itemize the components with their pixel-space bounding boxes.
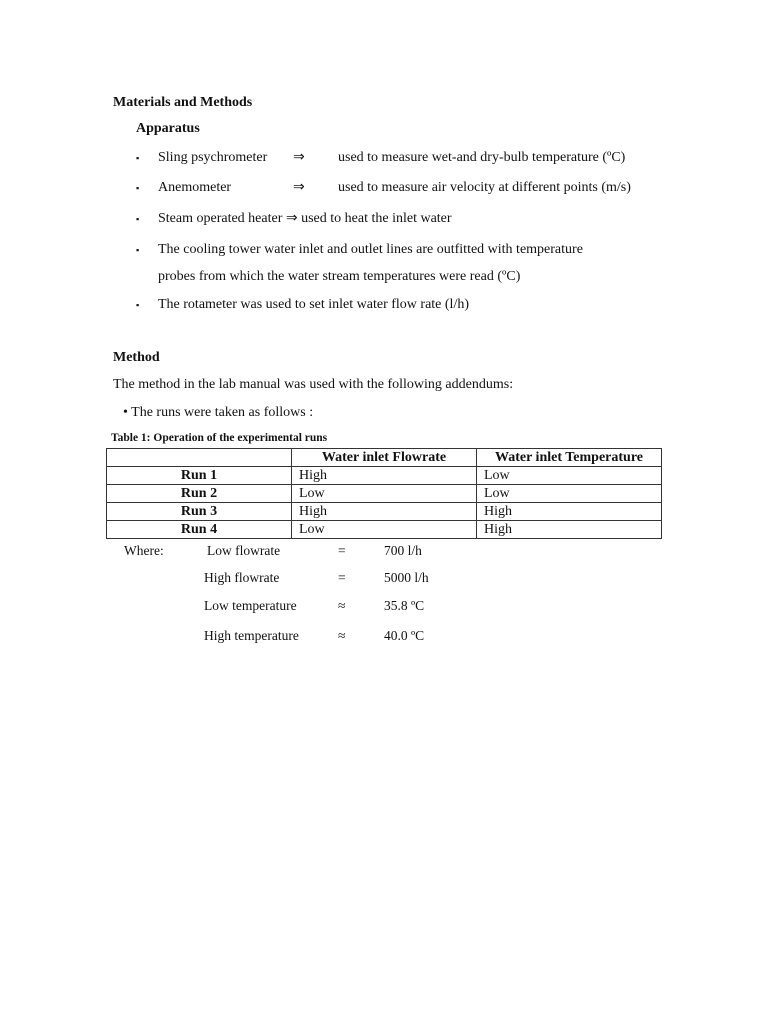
- table-row: [107, 485, 662, 503]
- subheading-method: Method: [113, 350, 160, 365]
- where-term: High temperature: [204, 628, 299, 643]
- run-label-cell: Run 2: [107, 485, 292, 503]
- table-cell: Low: [477, 485, 662, 503]
- header-cell: [107, 449, 292, 467]
- right-arrow-icon: ⇒: [293, 150, 305, 165]
- where-term: Low flowrate: [207, 543, 281, 558]
- subheading-apparatus: Apparatus: [136, 121, 200, 136]
- run-label-cell: Run 1: [107, 467, 292, 485]
- where-operator: =: [338, 543, 346, 558]
- square-bullet-icon: ▪: [136, 214, 140, 224]
- header-cell: Water inlet Temperature: [477, 449, 662, 467]
- run-label-cell: Run 3: [107, 503, 292, 521]
- table-cell: High: [477, 521, 662, 539]
- square-bullet-icon: ▪: [136, 245, 140, 255]
- where-term: Low temperature: [204, 598, 297, 613]
- apparatus-use: used to measure air velocity at different points (m/s): [338, 180, 631, 195]
- where-operator: =: [338, 570, 346, 585]
- apparatus-use: used to measure wet-and dry-bulb temperature (ºC): [338, 150, 626, 165]
- apparatus-text: The rotameter was used to set inlet water flow rate (l/h): [158, 297, 469, 312]
- section-heading-materials-methods: Materials and Methods: [113, 95, 253, 110]
- square-bullet-icon: ▪: [136, 153, 140, 163]
- right-arrow-icon: ⇒: [293, 180, 305, 195]
- table-row: [107, 521, 662, 539]
- method-intro: The method in the lab manual was used with the following addendums:: [113, 377, 514, 392]
- apparatus-text: Steam operated heater ⇒ used to heat the inlet water: [158, 211, 452, 226]
- table-caption: Table 1: Operation of the experimental runs: [111, 432, 328, 444]
- table-cell: Low: [292, 485, 477, 503]
- table-cell: High: [477, 503, 662, 521]
- where-value: 35.8 ºC: [384, 598, 425, 613]
- square-bullet-icon: ▪: [136, 183, 140, 193]
- square-bullet-icon: ▪: [136, 300, 140, 310]
- apparatus-text-line1: The cooling tower water inlet and outlet lines are outfitted with temperature: [158, 242, 583, 257]
- where-value: 700 l/h: [384, 543, 422, 558]
- table-cell: High: [292, 503, 477, 521]
- table-header-row: [107, 449, 662, 467]
- table-row: [107, 503, 662, 521]
- table-row: [107, 467, 662, 485]
- run-label-cell: Run 4: [107, 521, 292, 539]
- where-term: High flowrate: [204, 570, 280, 585]
- table-cell: Low: [477, 467, 662, 485]
- runs-table: [106, 448, 662, 539]
- where-value: 40.0 ºC: [384, 628, 425, 643]
- apparatus-name: Anemometer: [158, 180, 232, 195]
- apparatus-name: Sling psychrometer: [158, 150, 268, 165]
- table-cell: High: [292, 467, 477, 485]
- where-operator: ≈: [338, 598, 346, 613]
- where-label: Where:: [124, 543, 164, 558]
- where-operator: ≈: [338, 628, 346, 643]
- method-bullet: • The runs were taken as follows :: [123, 405, 314, 420]
- header-cell: Water inlet Flowrate: [292, 449, 477, 467]
- apparatus-text-line2: probes from which the water stream temperatures were read (ºC): [158, 269, 521, 284]
- table-cell: Low: [292, 521, 477, 539]
- where-value: 5000 l/h: [384, 570, 429, 585]
